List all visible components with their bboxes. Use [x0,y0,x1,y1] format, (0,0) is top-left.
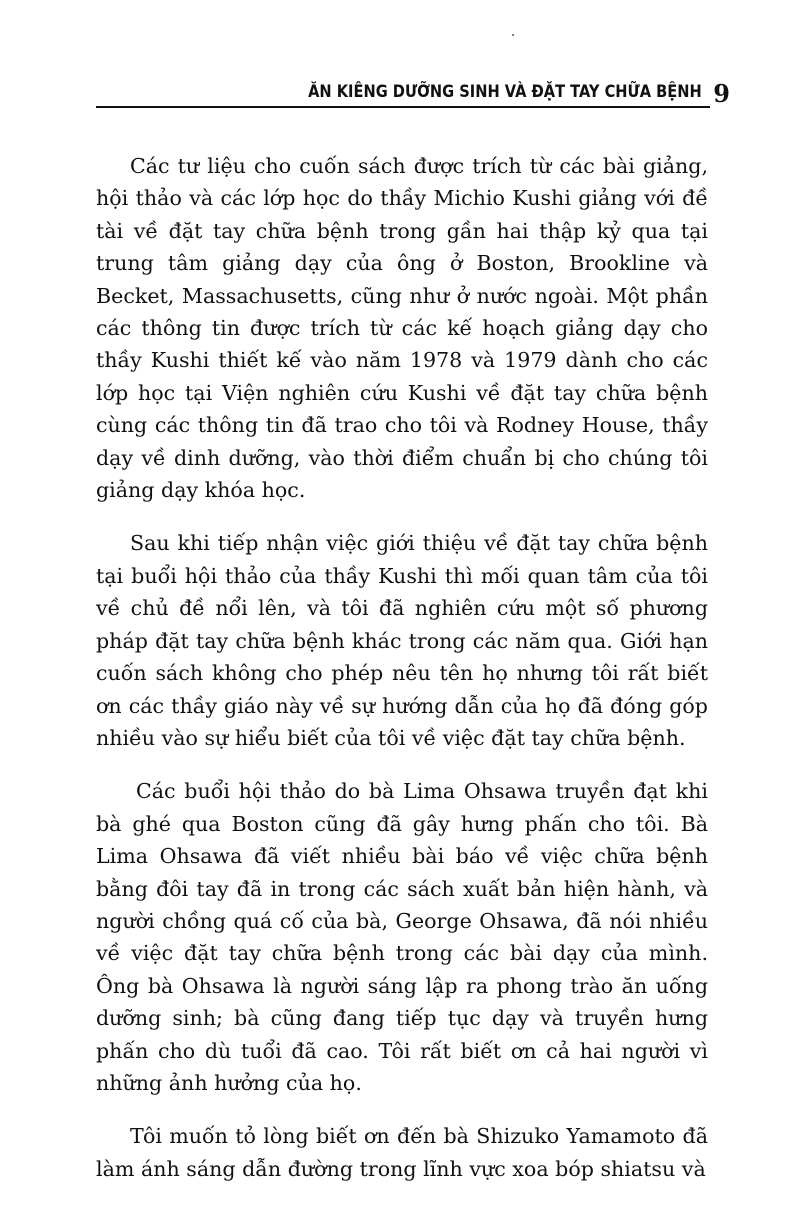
scan-speck [512,34,514,36]
page-number: 9 [713,79,730,108]
paragraph-1: Các tư liệu cho cuốn sách được trích từ các bài giảng, hội thảo và các lớp học do thầy Michio Kushi giảng với đề tài về đặt tay chữa bệnh trong gần hai thập kỷ qua tại trung tâm giảng dạy của ông ở Boston, Brookline và Becket, Massachusetts, cũng như ở nước ngoài. Một phần các thông tin được trích từ các kế hoạch giảng dạy cho thầy Kushi thiết kế vào năm 1978 và 1979 dành cho các lớp học tại Viện nghiên cứu Kushi về đặt tay chữa bệnh cùng các thông tin đã trao cho tôi và Rodney House, thầy dạy về dinh dưỡng, vào thời điểm chuẩn bị cho chúng tôi giảng dạy khóa học. [96,154,708,503]
paragraph-4: Tôi muốn tỏ lòng biết ơn đến bà Shizuko Yamamoto đã làm ánh sáng dẫn đường trong lĩnh vực xoa bóp shiatsu và [96,1124,708,1181]
body-text [96,150,708,1206]
header-rule [96,106,710,108]
paragraph-2: Sau khi tiếp nhận việc giới thiệu về đặt tay chữa bệnh tại buổi hội thảo của thầy Kushi thì mối quan tâm của tôi về chủ đề nổi lên, và tôi đã nghiên cứu một số phương pháp đặt tay chữa bệnh khác trong các năm qua. Giới hạn cuốn sách không cho phép nêu tên họ nhưng tôi rất biết ơn các thầy giáo này về sự hướng dẫn của họ đã đóng góp nhiều vào sự hiểu biết của tôi về việc đặt tay chữa bệnh. [96,531,708,750]
page-header [96,74,736,116]
paragraph-3: Các buổi hội thảo do bà Lima Ohsawa truyền đạt khi bà ghé qua Boston cũng đã gây hưng phấn cho tôi. Bà Lima Ohsawa đã viết nhiều bài báo về việc chữa bệnh bằng đôi tay đã in trong các sách xuất bản hiện hành, và người chồng quá cố của bà, George Ohsawa, đã nói nhiều về việc đặt tay chữa bệnh trong các bài dạy của mình. Ông bà Ohsawa là người sáng lập ra phong trào ăn uống dưỡng sinh; bà cũng đang tiếp tục dạy và truyền hưng phấn cho dù tuổi đã cao. Tôi rất biết ơn cả hai người vì những ảnh hưởng của họ. [96,779,708,1095]
running-title: ĂN KIÊNG DƯỠNG SINH VÀ ĐẶT TAY CHỮA BỆNH [308,82,702,102]
